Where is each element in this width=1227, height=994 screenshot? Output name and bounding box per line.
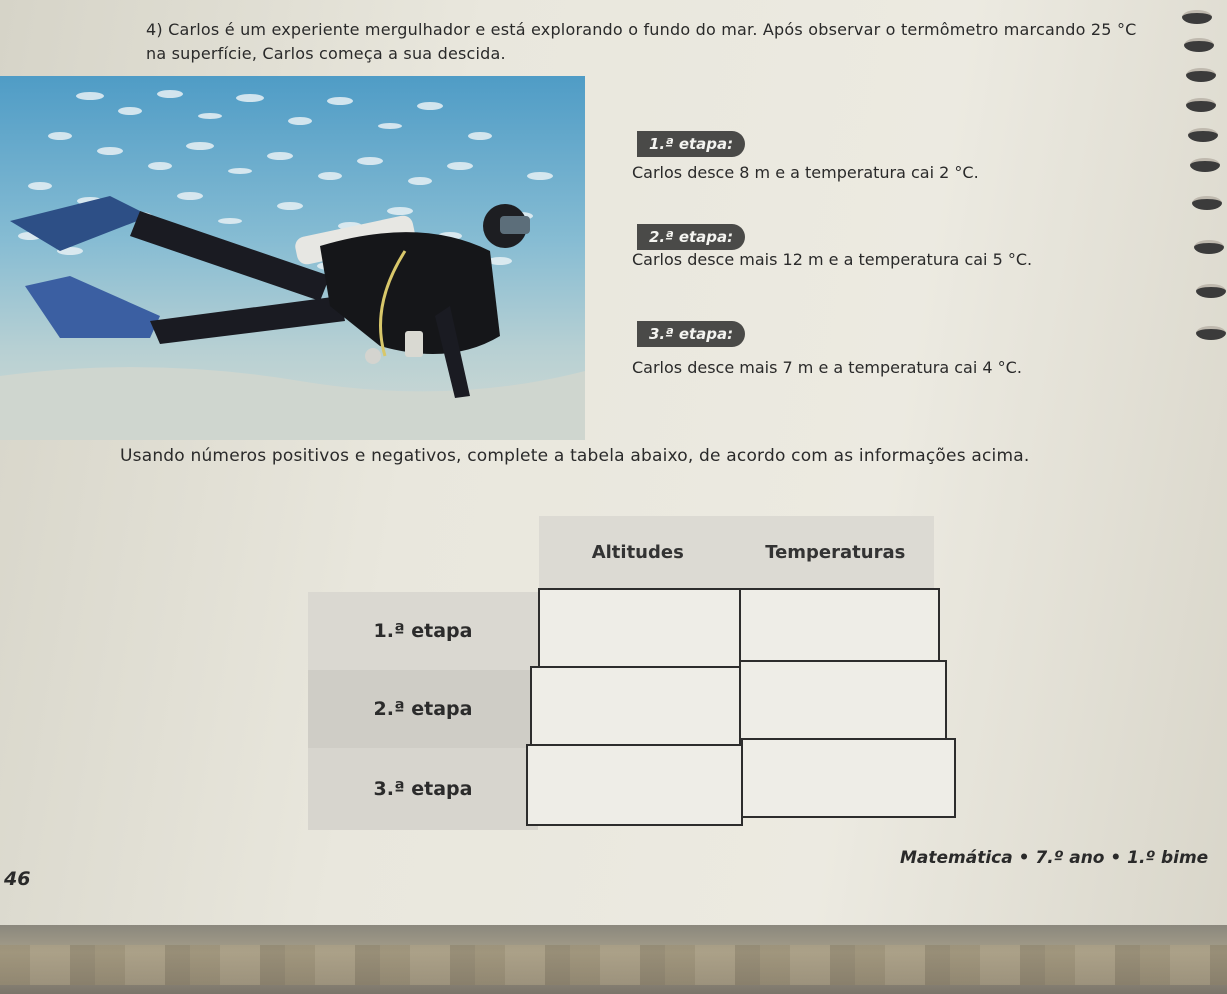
instruction-text: Usando números positivos e negativos, complete a tabela abaixo, de acordo com as informações acima. [120,446,1030,466]
spiral-coil [1194,240,1224,254]
cell-altitude-2[interactable] [530,666,741,746]
page-number: 46 [4,868,31,890]
header-temperaturas: Temperaturas [765,541,906,563]
cell-altitude-3[interactable] [526,744,743,826]
spiral-coil [1186,68,1216,82]
stage-2-badge: 2.ª etapa: [637,224,745,250]
spiral-coil [1196,326,1226,340]
cell-temperature-1[interactable] [739,588,940,662]
question-number: 4) [146,20,163,39]
spiral-coil [1196,284,1226,298]
header-altitudes: Altitudes [591,541,684,563]
spiral-coil [1190,158,1220,172]
stage-1-text: Carlos desce 8 m e a temperatura cai 2 °C. [632,163,979,182]
stage-1-badge: 1.ª etapa: [637,131,745,157]
stage-2-text: Carlos desce mais 12 m e a temperatura cai 5 °C. [632,250,1033,269]
row-label-2: 2.ª etapa [308,670,538,748]
question-body: Carlos é um experiente mergulhador e está explorando o fundo do mar. Após observar o termômetro marcando 25 °C na superfície, Carlos começa a sua descida. [146,20,1137,63]
footer-subject: Matemática • 7.º ano • 1.º bime [900,848,1209,868]
spiral-coil [1186,98,1216,112]
spiral-coil [1188,128,1218,142]
row-label-1: 1.ª etapa [308,592,538,670]
stage-3-text: Carlos desce mais 7 m e a temperatura cai 4 °C. [632,358,1022,377]
desk-surface [0,925,1227,994]
question-text [146,18,1146,66]
row-label-3: 3.ª etapa [308,748,538,830]
spiral-coil [1192,196,1222,210]
stage-3-badge: 3.ª etapa: [637,321,745,347]
cell-temperature-2[interactable] [739,660,947,740]
spiral-coil [1182,10,1212,24]
table-header [539,516,934,588]
cell-temperature-3[interactable] [741,738,956,818]
diver-photo [0,76,585,440]
cell-altitude-1[interactable] [538,588,741,668]
spiral-coil [1184,38,1214,52]
